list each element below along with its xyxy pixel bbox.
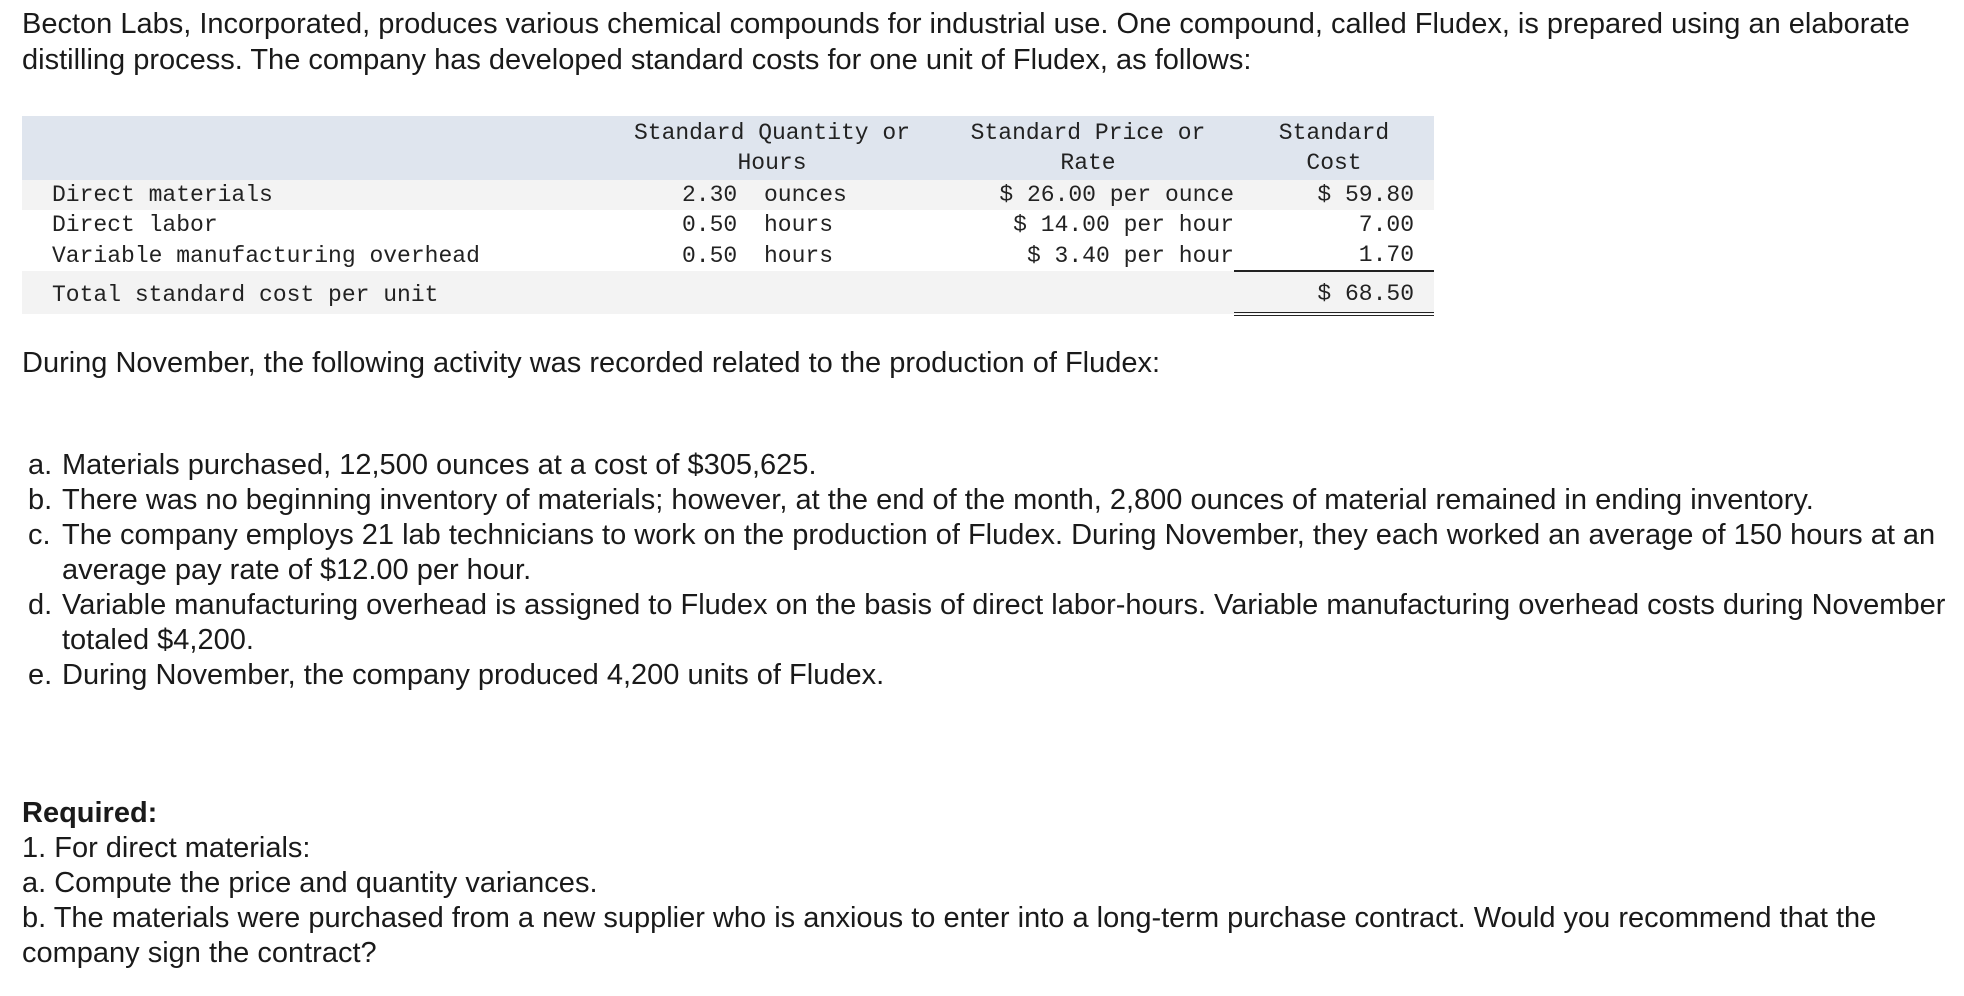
list-item-text: Variable manufacturing overhead is assigned to Fludex on the basis of direct labor-hours. Variable manufacturing overhead costs during November totaled $4,200. <box>62 589 1946 656</box>
row-cost: 1.70 <box>1234 240 1434 271</box>
row-price <box>942 210 1234 240</box>
list-marker: d. <box>28 589 53 621</box>
header-standard-cost <box>1234 116 1434 180</box>
header-quantity-line2: Hours <box>737 150 807 176</box>
required-section <box>22 796 1942 971</box>
row-quantity <box>602 180 942 210</box>
quantity-value: 0.50 <box>682 242 738 269</box>
header-quantity-line1: Standard Quantity or <box>633 120 911 146</box>
total-quantity-blank <box>602 271 942 314</box>
table-header-row <box>22 116 1434 180</box>
list-item-text: During November, the company produced 4,200 units of Fludex. <box>62 659 885 691</box>
row-price <box>942 180 1234 210</box>
list-marker: c. <box>28 519 51 551</box>
list-item-text: There was no beginning inventory of materials; however, at the end of the month, 2,800 ounces of material remained in ending inventory. <box>62 484 1814 516</box>
required-heading: Required: <box>22 797 158 829</box>
table-row-direct-materials <box>22 180 1434 210</box>
header-blank-cell <box>22 116 602 180</box>
row-price <box>942 240 1234 271</box>
row-quantity <box>602 210 942 240</box>
header-cost-line1: Standard <box>1278 120 1390 146</box>
quantity-unit: hours <box>764 242 834 269</box>
table-row-variable-overhead <box>22 240 1434 271</box>
list-marker: a. <box>28 449 53 481</box>
activity-list <box>28 448 1948 693</box>
list-marker: e. <box>28 659 53 691</box>
price-value: $ 26.00 per ounce <box>999 182 1234 208</box>
list-item <box>28 588 1948 658</box>
required-line-1a: a. Compute the price and quantity variances. <box>22 867 598 899</box>
november-activity-intro: During November, the following activity was recorded related to the production of Fludex: <box>22 347 1161 379</box>
list-item-text: The company employs 21 lab technicians to work on the production of Fludex. During November, they each worked an average of 150 hours at an average pay rate of $12.00 per hour. <box>62 519 1936 586</box>
row-cost: 7.00 <box>1358 212 1414 238</box>
table-row-direct-labor <box>22 210 1434 240</box>
header-price-line2: Rate <box>1060 150 1116 176</box>
header-price-line1: Standard Price or <box>970 120 1206 146</box>
standard-cost-table <box>22 116 1434 316</box>
row-label: Direct materials <box>52 182 273 208</box>
total-cost: $ 68.50 <box>1234 271 1434 314</box>
list-item <box>28 518 1948 588</box>
table-row-total <box>22 271 1434 314</box>
list-item <box>28 483 1948 518</box>
list-marker: b. <box>28 484 53 516</box>
row-cost: $ 59.80 <box>1317 182 1414 208</box>
list-item <box>28 658 1948 693</box>
row-label: Variable manufacturing overhead <box>52 242 480 269</box>
quantity-value: 2.30 <box>682 182 738 208</box>
header-cost-line2: Cost <box>1306 150 1362 176</box>
total-price-blank <box>942 271 1234 314</box>
header-standard-price <box>942 116 1234 180</box>
price-value: $ 14.00 per hour <box>1013 212 1234 238</box>
row-quantity <box>602 240 942 271</box>
required-line-1: 1. For direct materials: <box>22 832 311 864</box>
price-value: $ 3.40 per hour <box>1026 242 1234 269</box>
list-item-text: Materials purchased, 12,500 ounces at a cost of $305,625. <box>62 449 817 481</box>
intro-paragraph: Becton Labs, Incorporated, produces various chemical compounds for industrial use. One compound, called Fludex, is prepared using an elaborate distilling process. The company has developed standard costs for one unit of Fludex, as follows: <box>22 8 1910 76</box>
required-line-1b: b. The materials were purchased from a new supplier who is anxious to enter into a long-term purchase contract. Would you recommend that the company sign the contract? <box>22 902 1877 969</box>
header-standard-quantity <box>602 116 942 180</box>
quantity-unit: ounces <box>764 182 847 208</box>
row-label: Direct labor <box>52 212 218 238</box>
list-item <box>28 448 1948 483</box>
quantity-unit: hours <box>764 212 834 238</box>
quantity-value: 0.50 <box>682 212 738 238</box>
total-label: Total standard cost per unit <box>52 281 439 308</box>
